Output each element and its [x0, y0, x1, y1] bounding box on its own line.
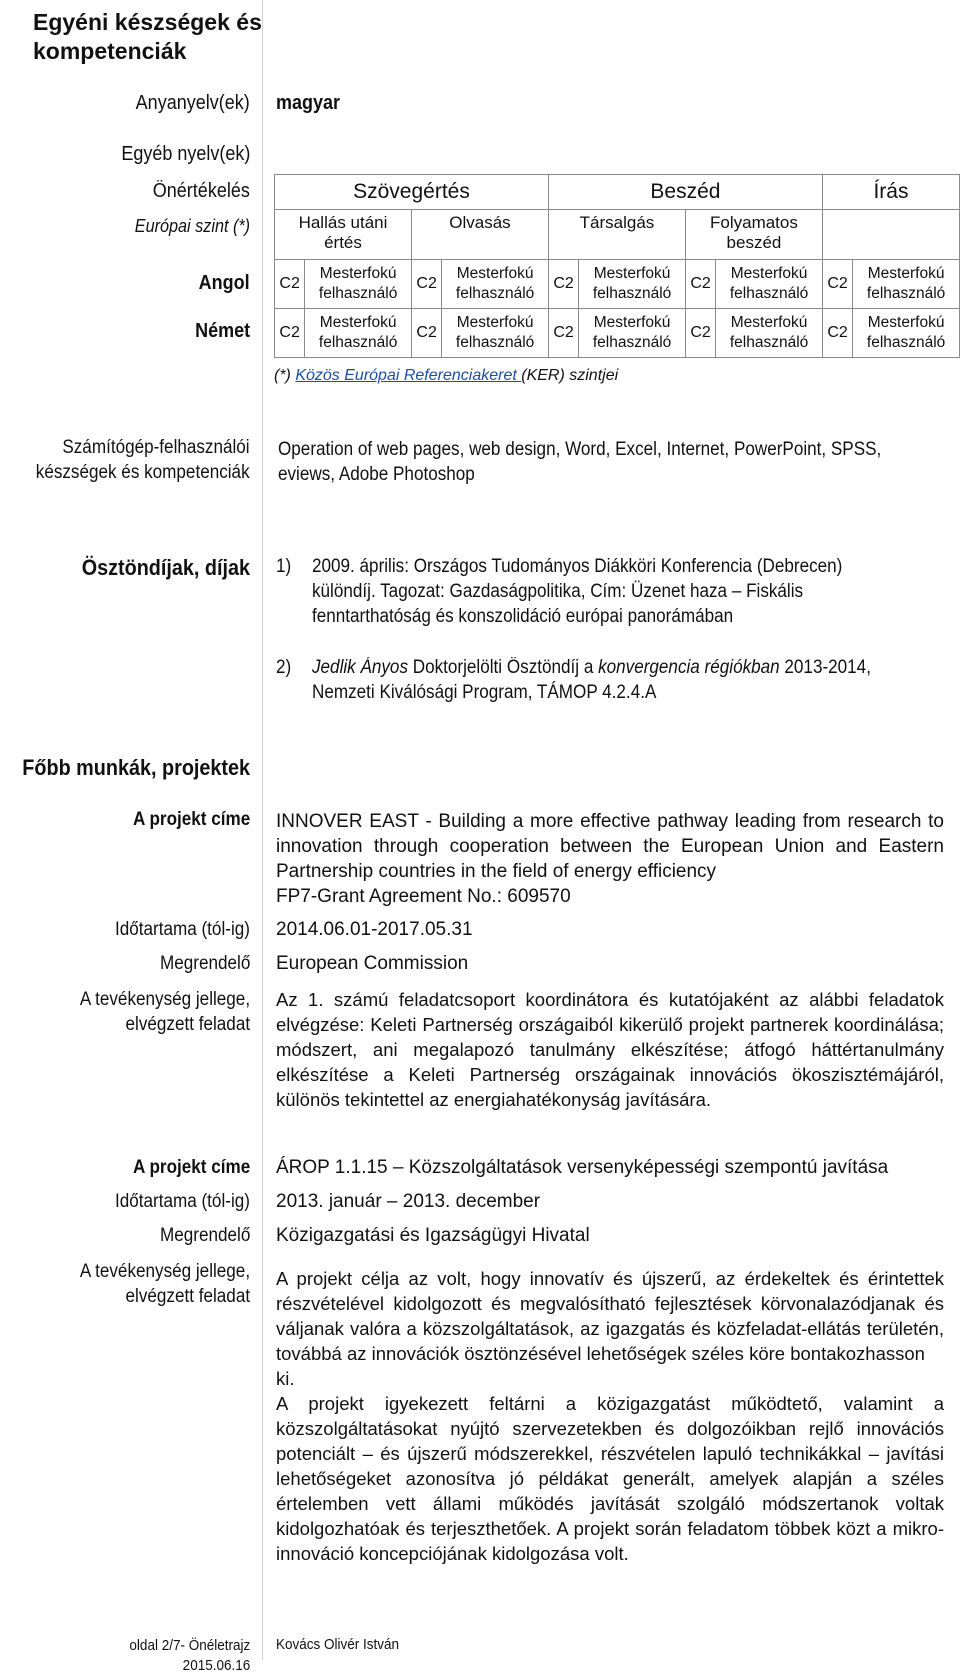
- computer-skills-label: Számítógép-felhasználói készségek és kompetenciák: [36, 437, 250, 483]
- level-desc: Mesterfokú felhasználó: [716, 260, 823, 309]
- project1-duration-label: Időtartama (tól-ig): [115, 919, 250, 940]
- project1-activity-label: A tevékenység jellege, elvégzett feladat: [79, 989, 250, 1035]
- level-desc: Mesterfokú felhasználó: [579, 309, 686, 358]
- self-assessment-label: Önértékelés: [152, 180, 250, 202]
- cefr-link[interactable]: Közös Európai Referenciakeret: [295, 367, 522, 384]
- project2-title-label: A projekt címe: [132, 1157, 250, 1178]
- level-cell: C2: [275, 260, 305, 309]
- subheader-reading: Olvasás: [411, 210, 548, 260]
- project1-title: INNOVER EAST - Building a more effective pathway leading from research to innovation through cooperation between the European Union and Eastern Partnership countries in the field of energy efficiency FP7-Grant Agreement No.: 609570: [276, 811, 944, 907]
- level-cell: C2: [685, 260, 715, 309]
- header-understanding: Szövegértés: [275, 175, 549, 210]
- project2-duration-label: Időtartama (tól-ig): [115, 1191, 250, 1212]
- language-row-angol: [275, 260, 960, 309]
- mother-tongue-value: magyar: [276, 92, 341, 114]
- subheader-writing: [822, 210, 959, 260]
- level-cell: C2: [275, 309, 305, 358]
- level-desc: Mesterfokú felhasználó: [305, 309, 412, 358]
- level-desc: Mesterfokú felhasználó: [716, 309, 823, 358]
- project2-duration: 2013. január – 2013. december: [276, 1191, 541, 1212]
- language-name-angol: Angol: [199, 272, 250, 294]
- mother-tongue-label: Anyanyelv(ek): [135, 92, 250, 114]
- subheader-production: Folyamatos beszéd: [685, 210, 822, 260]
- project1-title-label: A projekt címe: [132, 809, 250, 830]
- project1-client-label: Megrendelő: [159, 953, 250, 974]
- section-title-skills: Egyéni készségek és kompetenciák: [33, 9, 262, 64]
- level-cell: C2: [411, 309, 441, 358]
- level-desc: Mesterfokú felhasználó: [853, 309, 960, 358]
- language-row-nemet: [275, 309, 960, 358]
- subheader-listening: Hallás utáni értés: [275, 210, 412, 260]
- level-cell: C2: [548, 260, 578, 309]
- level-cell: C2: [548, 309, 578, 358]
- column-divider: [262, 0, 263, 1660]
- header-writing: Írás: [822, 175, 959, 210]
- level-cell: C2: [411, 260, 441, 309]
- footer-page-info: oldal 2/7- Önéletrajz 2015.06.16: [129, 1637, 250, 1674]
- level-desc: Mesterfokú felhasználó: [442, 260, 549, 309]
- subheader-interaction: Társalgás: [548, 210, 685, 260]
- project2-title: ÁROP 1.1.15 – Közszolgáltatások versenyképességi szempontú javítása: [276, 1157, 889, 1178]
- project1-duration: 2014.06.01-2017.05.31: [276, 919, 473, 940]
- level-desc: Mesterfokú felhasználó: [579, 260, 686, 309]
- header-speaking: Beszéd: [548, 175, 822, 210]
- level-desc: Mesterfokú felhasználó: [853, 260, 960, 309]
- cefr-footnote: (*) Közös Európai Referenciakeret (KER) szintjei: [274, 367, 619, 384]
- european-level-label: Európai szint (*): [134, 216, 250, 236]
- projects-title: Főbb munkák, projektek: [22, 755, 250, 780]
- project2-client: Közigazgatási és Igazságügyi Hivatal: [276, 1225, 590, 1246]
- computer-skills-value: Operation of web pages, web design, Word, Excel, Internet, PowerPoint, SPSS, eviews, Adobe Photoshop: [278, 439, 882, 485]
- other-languages-label: Egyéb nyelv(ek): [120, 143, 250, 165]
- language-table: [274, 174, 960, 358]
- level-cell: C2: [685, 309, 715, 358]
- language-name-nemet: Német: [194, 320, 250, 342]
- level-cell: C2: [822, 260, 852, 309]
- footer-name: Kovács Olivér István: [276, 1636, 400, 1653]
- project1-client: European Commission: [276, 953, 469, 974]
- level-cell: C2: [822, 309, 852, 358]
- awards-title: Ösztöndíjak, díjak: [81, 555, 250, 580]
- project1-activity: Az 1. számú feladatcsoport koordinátora és kutatójaként az alábbi feladatok elvégzése: Keleti Partnerség országaiból kikerülő projekt partnerek koordinálása; módszert, ani megalapozó tanulmány elkészítése; átfogó háttértanulmány elkészítése a Keleti Partnerség országainak innovációs ökoszisztémájáról, különös tekintettel az energiahatékonyság javítására.: [276, 989, 944, 1110]
- project2-activity-label: A tevékenység jellege, elvégzett feladat: [79, 1261, 250, 1307]
- project2-activity: A projekt célja az volt, hogy innovatív és újszerű, az érdekeltek és érintettek részvételével kidolgozott és megvalósítható fejlesztések körvonalazódjanak és váljanak valóra a közszolgáltatások, az igazgatás és közfeladat-ellátás területén, továbbá az innovációk ösztönzésével lehetőségek széles köre bontakozhasson ki. A projekt igyekezett feltárni a közigazgatást működtető, valamint a közszolgáltatásokat nyújtó szervezetekben és dolgozóikban rejlő innovációs potenciált – és újszerű módszerekkel, részvételen lapuló technikákkal – javítási lehetőségeket azonosítva jó példákat generált, amelyek alapján a széles értelemben vett állami működés javítását szolgáló módszertanok voltak kidolgozhatóak és terjeszthetőek. A projekt során feladatom többek közt a mikro- innováció koncepciójának kidolgozása volt.: [276, 1268, 944, 1564]
- level-desc: Mesterfokú felhasználó: [442, 309, 549, 358]
- level-desc: Mesterfokú felhasználó: [305, 260, 412, 309]
- project2-client-label: Megrendelő: [159, 1225, 250, 1246]
